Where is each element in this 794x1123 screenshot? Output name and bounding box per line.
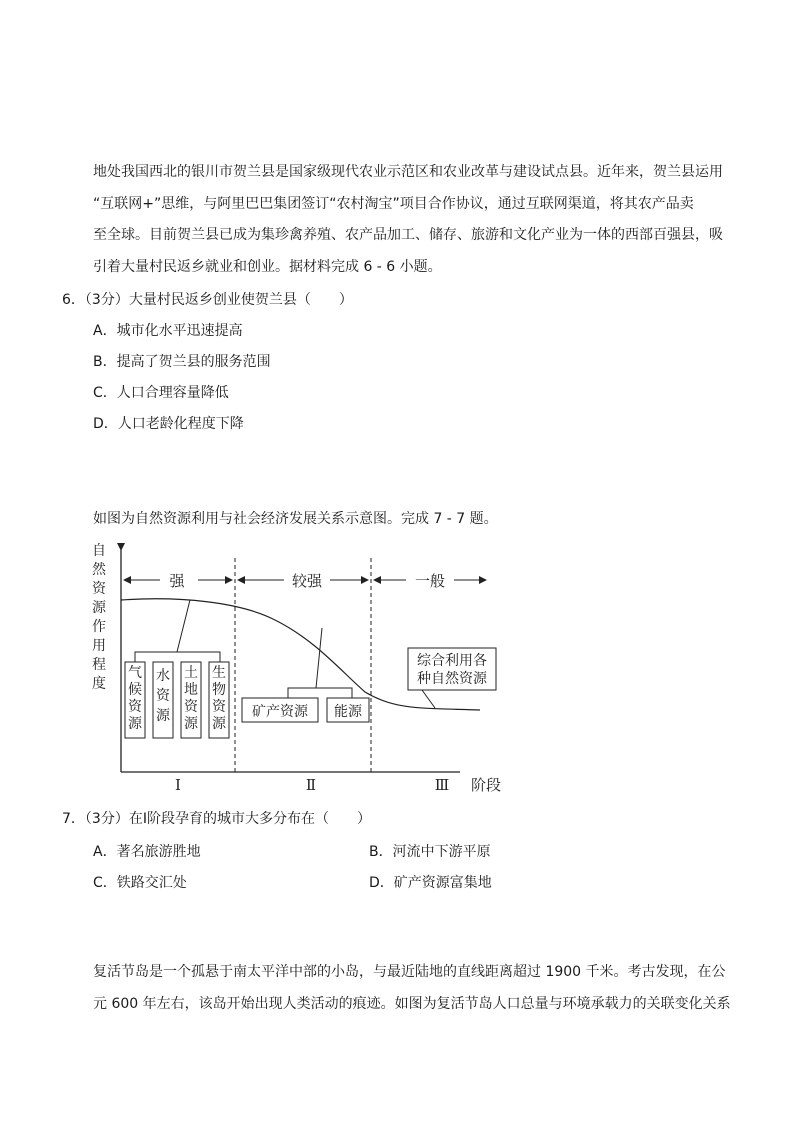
passage-line: 至全球。目前贺兰县已成为集珍禽养殖、农产品加工、储存、旅游和文化产业为一体的西部百强县，吸 <box>93 227 723 243</box>
figure-intro: 如图为自然资源利用与社会经济发展关系示意图。完成 7 - 7 题。 <box>93 511 498 527</box>
y-axis-label <box>92 543 107 692</box>
stage-label-2: Ⅱ <box>305 776 317 794</box>
question-7-stem: 7．（3分）在Ⅰ阶段孕育的城市大多分布在（ ） <box>62 811 371 827</box>
bracket-stage1 <box>135 652 220 662</box>
box-comprehensive-line-1: 综合利用各 <box>417 653 487 669</box>
box-biological-label: 生物资源 <box>212 665 226 732</box>
passage-line: 元 600 年左右，该岛开始出现人类活动的痕迹。如图为复活节岛人口总量与环境承载力的关联变化关系 <box>93 995 731 1012</box>
passage-easter-island <box>93 957 733 1020</box>
stage1-boxes <box>125 662 229 738</box>
band-label-strong: 强 <box>169 572 185 590</box>
passage-line: “互联网+”思维，与阿里巴巴集团签订“农村淘宝”项目合作协议，通过互联网渠道，将其农产品卖 <box>93 195 694 212</box>
box-mineral-label: 矿产资源 <box>252 704 308 720</box>
y-axis-label-text: 自然资源作用程度 <box>92 543 106 692</box>
box-water-label: 水资源 <box>156 668 170 724</box>
question-6-option-d[interactable]: D．人口老龄化程度下降 <box>93 416 244 432</box>
passage-heli-county <box>93 157 733 283</box>
bracket-stage2 <box>288 688 352 698</box>
question-7-option-b[interactable]: B．河流中下游平原 <box>369 844 491 860</box>
box-comprehensive-line-2: 种自然资源 <box>417 671 487 687</box>
question-7-option-c[interactable]: C．铁路交汇处 <box>93 875 187 891</box>
stage-label-1: Ⅰ <box>175 776 181 794</box>
stage-label-3: Ⅲ <box>434 776 450 794</box>
passage-line: 引着大量村民返乡就业和创业。据材料完成 6 - 6 小题。 <box>93 258 442 275</box>
passage-line: 复活节岛是一个孤悬于南太平洋中部的小岛，与最近陆地的直线距离超过 1900 千米。考古发现，在公 <box>93 964 726 980</box>
connector-stage1 <box>177 600 190 652</box>
connector-stage2 <box>316 628 322 688</box>
x-axis-label: 阶段 <box>470 776 502 794</box>
box-energy-label: 能源 <box>334 704 362 720</box>
resource-development-diagram <box>90 540 510 795</box>
question-7-option-a[interactable]: A．著名旅游胜地 <box>93 844 201 860</box>
band-label-fairly-strong: 较强 <box>291 572 323 590</box>
question-6-option-b[interactable]: B．提高了贺兰县的服务范围 <box>93 354 271 370</box>
question-6-option-c[interactable]: C．人口合理容量降低 <box>93 385 229 401</box>
passage-line: 地处我国西北的银川市贺兰县是国家级现代农业示范区和农业改革与建设试点县。近年来，贺兰县运用 <box>93 164 723 180</box>
connector-stage3 <box>422 690 435 708</box>
box-climate-label: 气候资源 <box>128 665 142 732</box>
question-7-option-d[interactable]: D．矿产资源富集地 <box>369 875 492 891</box>
box-land-label: 土地资源 <box>184 665 198 732</box>
question-6-stem: 6．（3分）大量村民返乡创业使贺兰县（ ） <box>62 292 353 308</box>
band-label-general: 一般 <box>414 572 446 590</box>
question-6-option-a[interactable]: A．城市化水平迅速提高 <box>93 323 243 339</box>
